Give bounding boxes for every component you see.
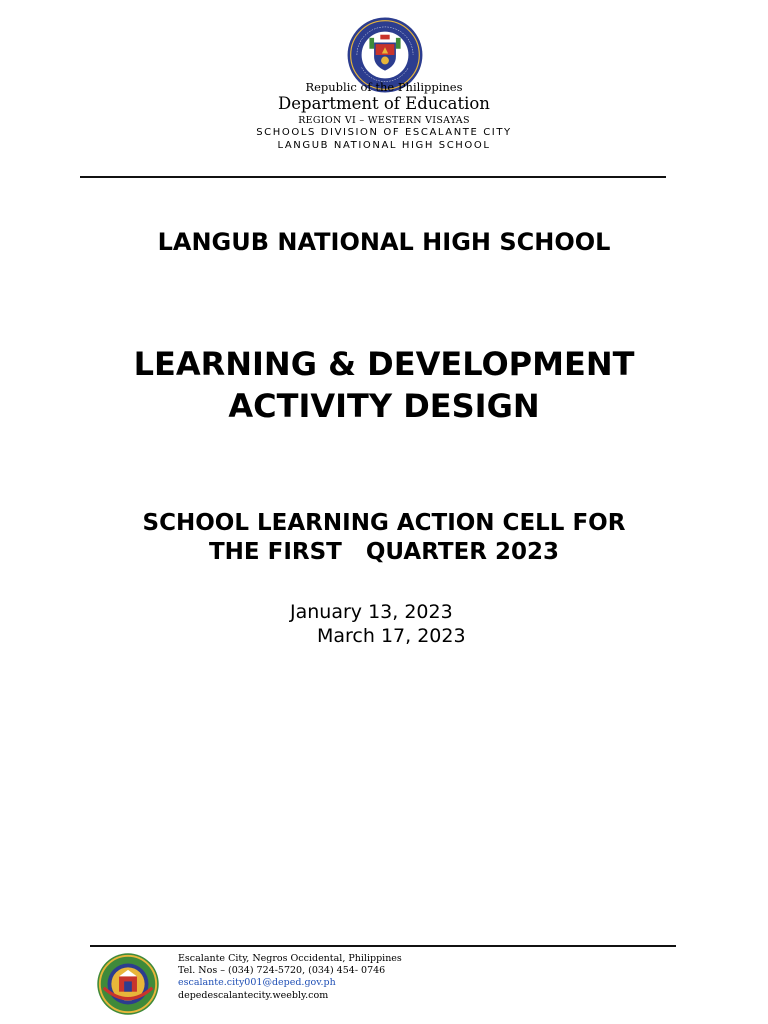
region-line: REGION VI – WESTERN VISAYAS (298, 115, 470, 126)
subtitle-line-2: THE FIRST QUARTER 2023 (208, 539, 560, 565)
document-title-line-2: ACTIVITY DESIGN (228, 387, 540, 425)
date-start: January 13, 2023 (290, 601, 453, 623)
school-name-heading: LANGUB NATIONAL HIGH SCHOOL (157, 228, 611, 256)
division-seal-logo (96, 952, 160, 1016)
department-name: Department of Education (278, 94, 490, 113)
subtitle-line-1: SCHOOL LEARNING ACTION CELL FOR (142, 510, 626, 536)
footer-divider (90, 945, 676, 947)
date-end: March 17, 2023 (317, 625, 466, 647)
footer-address: Escalante City, Negros Occidental, Philippines (178, 953, 402, 964)
footer-email-link[interactable]: escalante.city001@deped.gov.ph (178, 977, 336, 988)
document-title-line-1: LEARNING & DEVELOPMENT (133, 345, 635, 383)
division-line: SCHOOLS DIVISION OF ESCALANTE CITY (256, 127, 512, 138)
footer-telephone: Tel. Nos – (034) 724-5720, (034) 454- 0746 (178, 965, 386, 976)
header-divider (80, 176, 666, 178)
republic-line: Republic of the Philippines (305, 80, 463, 94)
footer-website: depedescalantecity.weebly.com (178, 990, 329, 1001)
header-school-line: LANGUB NATIONAL HIGH SCHOOL (277, 140, 491, 151)
